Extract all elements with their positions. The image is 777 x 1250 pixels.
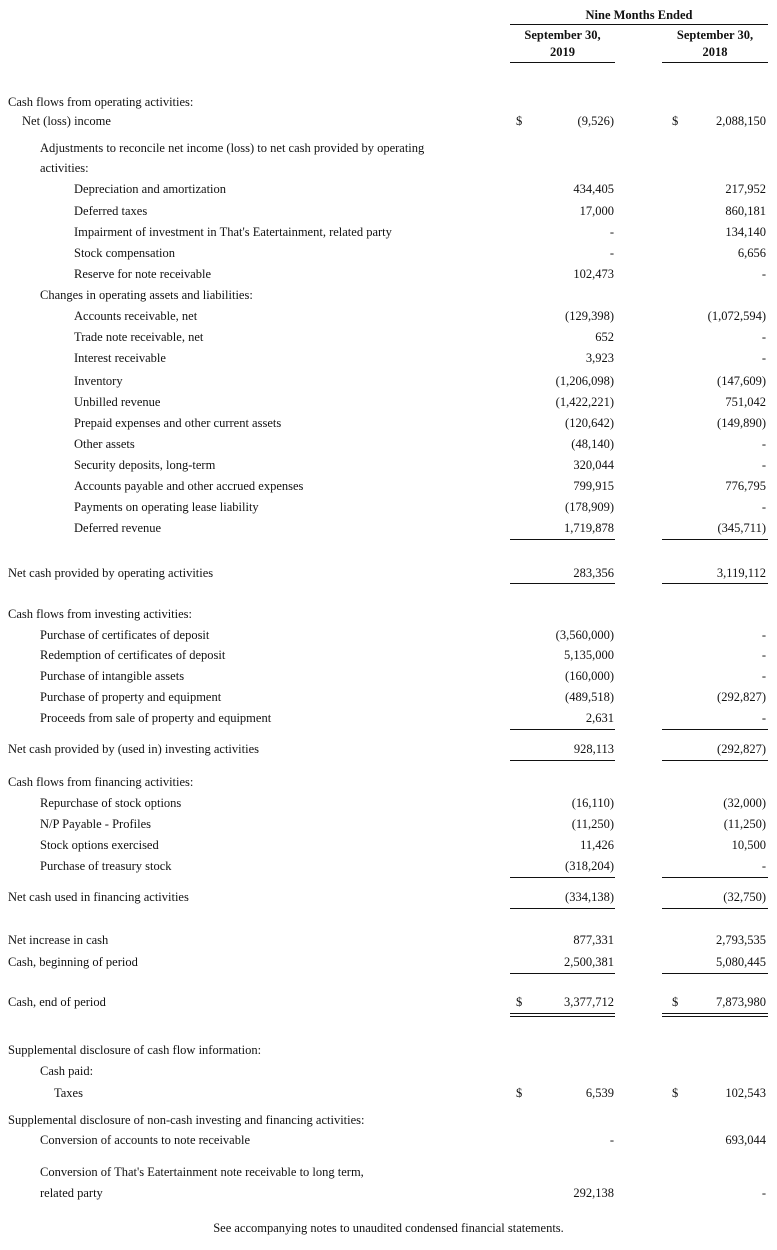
table-row [0, 478, 777, 495]
row-label: Stock compensation [74, 246, 176, 260]
row-label: Security deposits, long-term [74, 458, 216, 472]
table-row [0, 113, 777, 130]
value-2019: 17,000 [579, 204, 614, 218]
value-2019: (318,204) [565, 859, 614, 873]
row-label: Cash, end of period [8, 995, 106, 1009]
row-label: Purchase of intangible assets [40, 669, 185, 683]
table-row [0, 816, 777, 833]
row-label: Prepaid expenses and other current assets [74, 416, 282, 430]
value-2018: 5,080,445 [716, 955, 766, 969]
value-2019: 6,539 [585, 1086, 614, 1100]
value-2018: - [761, 330, 766, 344]
row-label: Payments on operating lease liability [74, 500, 259, 514]
subtotal-rule [510, 908, 615, 909]
table-row [0, 266, 777, 283]
value-2019: 5,135,000 [564, 648, 614, 662]
value-2018: (147,609) [717, 374, 766, 388]
column-header-2019-month: September 30, [524, 28, 601, 42]
table-row [0, 140, 777, 157]
subtotal-rule [662, 583, 768, 584]
value-2018: 860,181 [725, 204, 766, 218]
value-2018: 776,795 [725, 479, 766, 493]
subtotal-rule [662, 760, 768, 761]
value-2018: - [761, 1186, 766, 1200]
table-row [0, 1132, 777, 1149]
table-row [0, 245, 777, 262]
currency-symbol: $ [516, 114, 523, 128]
subtotal-rule [510, 539, 615, 540]
row-label: Unbilled revenue [74, 395, 161, 409]
value-2018: 102,543 [725, 1086, 766, 1100]
value-2018: 7,873,980 [716, 995, 766, 1009]
value-2019: 2,500,381 [564, 955, 614, 969]
table-row [0, 647, 777, 664]
value-2019: 292,138 [573, 1186, 614, 1200]
total-double-rule [662, 1016, 768, 1017]
value-2018: 217,952 [725, 182, 766, 196]
value-2019: - [609, 225, 614, 239]
value-2018: 6,656 [737, 246, 766, 260]
value-2019: 11,426 [580, 838, 614, 852]
table-row [0, 308, 777, 325]
row-label: related party [40, 1186, 103, 1200]
row-label: Deferred taxes [74, 204, 148, 218]
value-2018: 2,793,535 [716, 933, 766, 947]
value-2018: (292,827) [717, 690, 766, 704]
value-2019: (1,422,221) [555, 395, 614, 409]
value-2019: (3,560,000) [555, 628, 614, 642]
row-label: Changes in operating assets and liabilities: [40, 288, 253, 302]
table-row [0, 710, 777, 727]
row-label: Taxes [54, 1086, 83, 1100]
row-label: Net cash provided by (used in) investing activities [8, 742, 259, 756]
value-2018: 751,042 [725, 395, 766, 409]
table-row [0, 160, 777, 177]
value-2019: 2,631 [585, 711, 614, 725]
total-double-rule [662, 1013, 768, 1014]
table-row [0, 627, 777, 644]
table-row [0, 394, 777, 411]
table-row [0, 499, 777, 516]
currency-symbol: $ [516, 1086, 523, 1100]
value-2019: (178,909) [565, 500, 614, 514]
value-2019: 283,356 [573, 566, 614, 580]
row-label: Supplemental disclosure of cash flow information: [8, 1043, 262, 1057]
value-2019: 1,719,878 [564, 521, 614, 535]
subtotal-rule [510, 973, 615, 974]
row-label: Other assets [74, 437, 135, 451]
table-row [0, 436, 777, 453]
table-row [0, 415, 777, 432]
row-label: Adjustments to reconcile net income (loss) to net cash provided by operating [40, 141, 425, 155]
subtotal-row [0, 565, 777, 582]
row-label: Trade note receivable, net [74, 330, 204, 344]
row-label: Interest receivable [74, 351, 166, 365]
table-row [0, 932, 777, 949]
row-label: Cash flows from financing activities: [8, 775, 194, 789]
subtotal-rule [662, 877, 768, 878]
table-row [0, 520, 777, 537]
row-label: Net cash used in financing activities [8, 890, 189, 904]
row-label: Purchase of certificates of deposit [40, 628, 210, 642]
column-header-2018-rule [662, 62, 768, 63]
section-operating-heading [0, 94, 777, 111]
subtotal-rule [510, 583, 615, 584]
row-label: activities: [40, 161, 89, 175]
subtotal-row [0, 741, 777, 758]
value-2018: - [761, 458, 766, 472]
row-label: Purchase of treasury stock [40, 859, 172, 873]
table-row [0, 224, 777, 241]
currency-symbol: $ [516, 995, 523, 1009]
value-2019: 102,473 [573, 267, 614, 281]
table-row [0, 795, 777, 812]
value-2018: - [761, 500, 766, 514]
row-label: Impairment of investment in That's Eatertainment, related party [74, 225, 392, 239]
value-2018: - [761, 628, 766, 642]
table-row [0, 287, 777, 304]
row-label: Redemption of certificates of deposit [40, 648, 226, 662]
row-label: Inventory [74, 374, 123, 388]
row-label: Net cash provided by operating activities [8, 566, 214, 580]
subtotal-rule [510, 877, 615, 878]
table-row [0, 858, 777, 875]
row-label: Cash, beginning of period [8, 955, 138, 969]
column-header-2018-month: September 30, [676, 28, 754, 42]
row-label: Repurchase of stock options [40, 796, 182, 810]
row-label: Accounts payable and other accrued expenses [74, 479, 304, 493]
value-2018: - [761, 669, 766, 683]
value-2018: (1,072,594) [707, 309, 766, 323]
column-header-2019-rule [510, 62, 615, 63]
table-row [0, 373, 777, 390]
table-row [0, 1085, 777, 1102]
row-label: Conversion of accounts to note receivable [40, 1133, 250, 1147]
row-label: Net increase in cash [8, 933, 109, 947]
row-label: Proceeds from sale of property and equipment [40, 711, 272, 725]
value-2018: (32,000) [723, 796, 766, 810]
section-supplemental-heading [0, 1042, 777, 1059]
value-2019: - [609, 1133, 614, 1147]
value-2018: (149,890) [717, 416, 766, 430]
value-2018: 3,119,112 [716, 566, 766, 580]
value-2019: (9,526) [577, 114, 614, 128]
table-row [0, 1164, 777, 1181]
table-row [0, 689, 777, 706]
value-2019: (1,206,098) [555, 374, 614, 388]
total-double-rule [510, 1013, 615, 1014]
value-2018: 693,044 [725, 1133, 766, 1147]
subtotal-rule [662, 908, 768, 909]
column-header-2019-year: 2019 [550, 45, 575, 59]
table-row [0, 181, 777, 198]
value-2019: (489,518) [565, 690, 614, 704]
subtotal-rule [510, 760, 615, 761]
period-header: Nine Months Ended [585, 8, 693, 22]
row-label: Stock options exercised [40, 838, 159, 852]
total-double-rule [510, 1016, 615, 1017]
row-label: Depreciation and amortization [74, 182, 227, 196]
row-label: Cash flows from investing activities: [8, 607, 193, 621]
table-row [0, 1185, 777, 1202]
value-2019: (48,140) [571, 437, 614, 451]
table-row [0, 457, 777, 474]
table-row [0, 1063, 777, 1080]
value-2019: (16,110) [571, 796, 614, 810]
table-row [0, 350, 777, 367]
value-2018: - [761, 648, 766, 662]
value-2018: (292,827) [717, 742, 766, 756]
value-2018: - [761, 267, 766, 281]
row-label: Cash flows from operating activities: [8, 95, 194, 109]
section-financing-heading [0, 774, 777, 791]
value-2018: 10,500 [731, 838, 766, 852]
table-row [0, 954, 777, 971]
value-2019: 799,915 [573, 479, 614, 493]
subtotal-rule [510, 729, 615, 730]
subtotal-row [0, 889, 777, 906]
table-row [0, 203, 777, 220]
period-header-rule [510, 24, 768, 25]
row-label: Accounts receivable, net [74, 309, 198, 323]
value-2019: (129,398) [565, 309, 614, 323]
value-2019: (160,000) [565, 669, 614, 683]
value-2019: 928,113 [573, 742, 614, 756]
value-2019: 3,923 [585, 351, 614, 365]
column-header-2018-year: 2018 [702, 45, 728, 59]
value-2019: 652 [595, 330, 614, 344]
value-2019: 3,377,712 [564, 995, 614, 1009]
value-2019: - [609, 246, 614, 260]
value-2018: - [761, 351, 766, 365]
row-label: Conversion of That's Eatertainment note receivable to long term, [40, 1165, 364, 1179]
subtotal-rule [662, 973, 768, 974]
row-label: Net (loss) income [22, 114, 111, 128]
row-label: Deferred revenue [74, 521, 162, 535]
value-2019: 434,405 [573, 182, 614, 196]
value-2019: (334,138) [565, 890, 614, 904]
currency-symbol: $ [672, 114, 679, 128]
currency-symbol: $ [672, 995, 679, 1009]
value-2018: (11,250) [723, 817, 766, 831]
value-2018: (345,711) [717, 521, 766, 535]
value-2019: (11,250) [571, 817, 614, 831]
value-2018: - [761, 711, 766, 725]
row-label: N/P Payable - Profiles [40, 817, 151, 831]
value-2019: 320,044 [573, 458, 614, 472]
section-noncash-heading [0, 1112, 777, 1129]
value-2019: 877,331 [573, 933, 614, 947]
row-label: Supplemental disclosure of non-cash investing and financing activities: [8, 1113, 365, 1127]
table-row [0, 668, 777, 685]
section-investing-heading [0, 606, 777, 623]
table-row [0, 329, 777, 346]
value-2018: 134,140 [725, 225, 766, 239]
value-2019: (120,642) [565, 416, 614, 430]
total-row [0, 994, 777, 1011]
row-label: Purchase of property and equipment [40, 690, 222, 704]
value-2018: 2,088,150 [716, 114, 766, 128]
row-label: Reserve for note receivable [74, 267, 212, 281]
value-2018: (32,750) [723, 890, 766, 904]
currency-symbol: $ [672, 1086, 679, 1100]
row-label: Cash paid: [40, 1064, 94, 1078]
footnote: See accompanying notes to unaudited condensed financial statements. [213, 1221, 564, 1235]
table-row [0, 837, 777, 854]
value-2018: - [761, 859, 766, 873]
subtotal-rule [662, 539, 768, 540]
value-2018: - [761, 437, 766, 451]
subtotal-rule [662, 729, 768, 730]
